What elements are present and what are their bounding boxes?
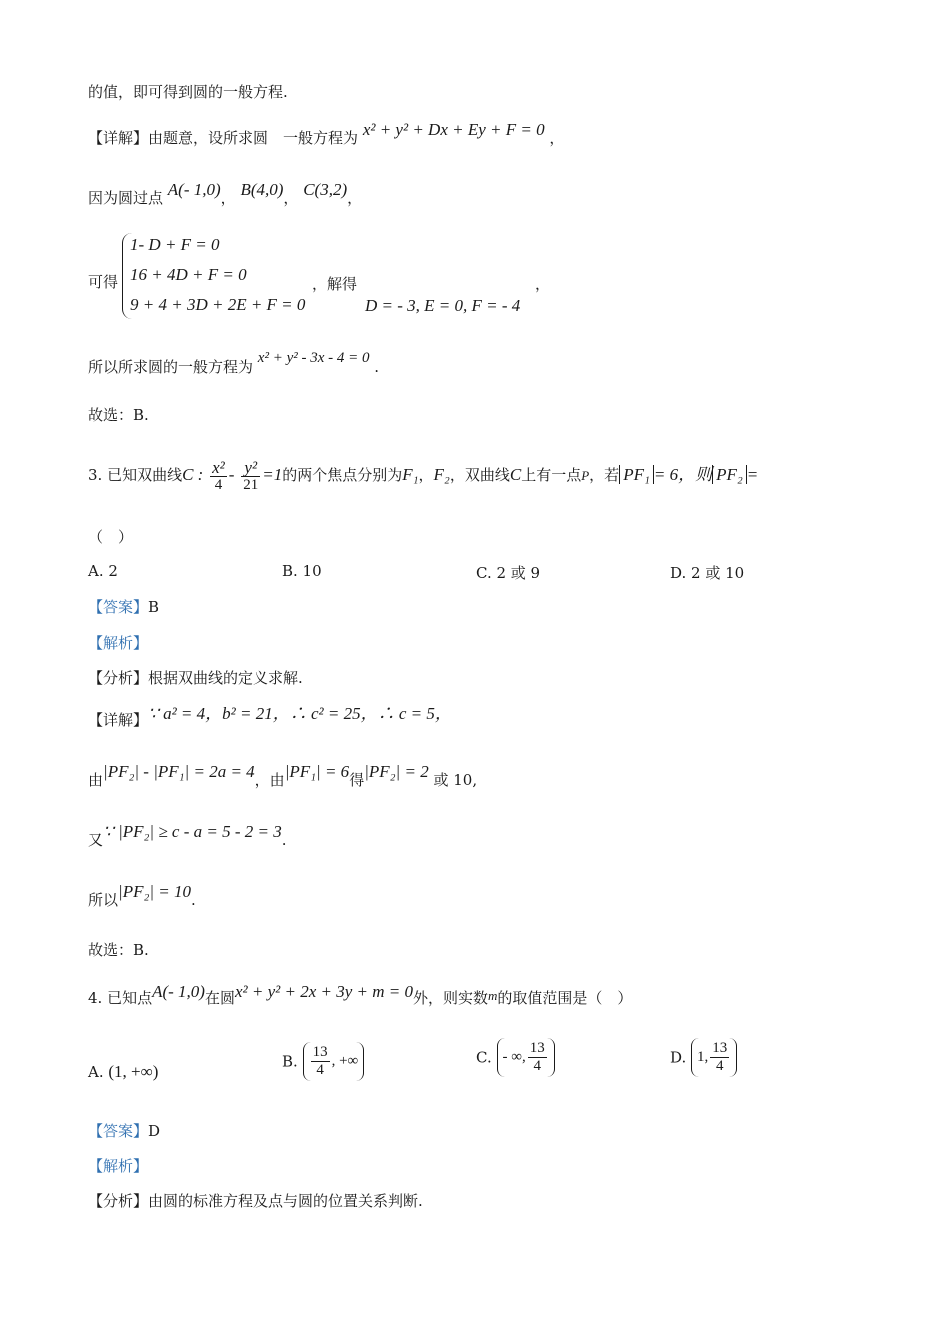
text: ，双曲线 — [449, 466, 510, 484]
text: 的两个焦点分别为 — [282, 466, 403, 484]
text: . — [374, 358, 380, 376]
math-equation: x² + y² - 3x - 4 = 0 — [257, 350, 370, 366]
answer-line — [88, 597, 159, 617]
system-eq-2: 16 + 4D + F = 0 — [130, 265, 247, 284]
question-4 — [88, 982, 633, 1009]
text: 得 — [349, 771, 365, 789]
math-equation: x² + y² + Dx + Ey + F = 0 — [362, 120, 545, 139]
math-op: - — [228, 465, 235, 484]
text-line: 的值，即可得到圆的一般方程. — [88, 83, 288, 101]
frac-num: 13 — [712, 1040, 728, 1056]
solution: D = - 3, E = 0, F = - 4 — [365, 296, 521, 315]
text: 因为圆过点 — [88, 189, 164, 207]
detail-tag: 【详解】 — [88, 129, 149, 147]
text: = 6，则 — [653, 465, 713, 484]
choice-line: 故选：B. — [88, 941, 149, 959]
interval-tail: , +∞ — [331, 1053, 359, 1069]
text: ，解得 — [312, 275, 358, 293]
text: 可得 — [88, 273, 119, 291]
text: ，若 — [589, 466, 620, 484]
detail-tag: 【详解】 — [88, 711, 149, 729]
frac-num: 13 — [529, 1040, 545, 1056]
math-equation: |PF₂| - |PF₁| = 2a = 4 — [103, 762, 255, 781]
detail-line — [88, 762, 478, 790]
option-label: B. — [282, 1052, 298, 1071]
text: 由圆的标准方程及点与圆的位置关系判断. — [148, 1192, 423, 1210]
analysis-tag-line — [88, 633, 148, 653]
point-c: C(3,2) — [303, 180, 348, 199]
detail-line — [88, 120, 565, 148]
point-a: A(- 1,0) — [167, 180, 221, 199]
text: 4. 已知点 — [88, 989, 153, 1007]
math-equation: ∵ a² = 4，b² = 21，∴ c² = 25，∴ c = 5， — [148, 704, 452, 723]
text-line: 因为圆过点 A(- 1,0)， B(4,0)， C(3,2)， — [88, 180, 363, 207]
math-equation: |PF₁| = 6 — [284, 762, 350, 781]
text: 所以 — [88, 891, 119, 909]
text: . — [191, 891, 196, 909]
frac-den: 4 — [533, 1058, 541, 1074]
analysis-tag: 【解析】 — [88, 634, 149, 652]
analysis-tag: 【解析】 — [88, 1157, 149, 1175]
option-d — [670, 1038, 737, 1077]
frac-den: 4 — [716, 1058, 724, 1074]
text-line — [88, 350, 380, 378]
answer: B — [148, 598, 160, 616]
interval-head: - ∞, — [502, 1049, 526, 1065]
point-b: B(4,0) — [240, 180, 284, 199]
text: 上有一点 — [521, 466, 582, 484]
paren-blank: （ ） — [88, 528, 134, 546]
math-var: m — [488, 988, 498, 1003]
option-label: C. — [476, 1048, 492, 1067]
text: 根据双曲线的定义求解. — [148, 669, 303, 687]
frac-num: 13 — [312, 1044, 328, 1060]
frac-den: 4 — [214, 476, 223, 493]
text: 所以所求圆的一般方程为 — [88, 358, 254, 376]
text-line — [88, 272, 118, 292]
math-equation: x² + y² + 2x + 3y + m = 0 — [234, 982, 413, 1001]
text: 3. 已知双曲线 — [88, 466, 183, 484]
text: 外，则实数 — [413, 989, 489, 1007]
analysis-line — [88, 668, 303, 688]
system-eq-3: 9 + 4 + 3D + 2E + F = 0 — [130, 295, 306, 314]
system-eq-1: 1- D + F = 0 — [130, 235, 220, 254]
text: ，由 — [254, 771, 285, 789]
option-b: B. 10 — [282, 562, 322, 580]
analysis-tag: 【分析】 — [88, 1192, 149, 1210]
option-a: A. 2 — [88, 562, 118, 580]
answer-tag: 【答案】 — [88, 1122, 149, 1140]
math-var: C — [509, 465, 522, 484]
answer-line — [88, 1121, 160, 1141]
math-equation: |PF₂| = 10 — [118, 882, 192, 901]
answer-tag: 【答案】 — [88, 598, 149, 616]
detail-line — [88, 704, 452, 730]
option-label: D. — [670, 1048, 687, 1067]
detail-line — [88, 822, 287, 850]
abs-value: PF₂ — [712, 465, 747, 484]
interval — [497, 1038, 555, 1077]
choice-line: 故选：B. — [88, 406, 149, 424]
analysis-tag-line — [88, 1156, 148, 1176]
option-b — [282, 1042, 364, 1081]
fraction — [241, 459, 260, 494]
math-var: A(- 1,0) — [152, 982, 205, 1001]
option-a — [88, 1062, 158, 1082]
frac-num: x² — [212, 457, 225, 477]
interval — [691, 1038, 737, 1077]
math-var: F₁ — [402, 465, 419, 484]
fraction — [210, 459, 227, 494]
math-op: =1 — [262, 465, 283, 484]
text: 又 — [88, 831, 104, 849]
text: 的取值范围是（ ） — [497, 989, 633, 1007]
math-var: C : — [182, 465, 204, 484]
option-label: A. — [88, 1063, 104, 1081]
text: 由题意，设所求圆 一般方程为 — [148, 129, 359, 147]
text: . — [281, 831, 287, 849]
answer: D — [148, 1122, 161, 1140]
frac-den: 21 — [243, 476, 259, 493]
text: ， — [549, 129, 565, 147]
math-equation: |PF₂| = 2 — [364, 762, 429, 781]
option-c: C. 2 或 9 — [476, 564, 541, 582]
text: 由 — [88, 771, 104, 789]
interval-head: 1, — [697, 1049, 709, 1065]
detail-line — [88, 882, 196, 910]
text: 或 10, — [433, 771, 478, 789]
text: ， — [535, 275, 551, 293]
abs-value: PF₁ — [619, 465, 654, 484]
option-c — [476, 1038, 555, 1077]
frac-num: y² — [241, 459, 260, 477]
analysis-line — [88, 1191, 423, 1211]
text: 在圆 — [204, 989, 235, 1007]
math-op: = — [746, 465, 759, 484]
math-equation: ∵ |PF₂| ≥ c - a = 5 - 2 = 3 — [103, 822, 282, 841]
frac-den: 4 — [316, 1062, 324, 1078]
interval — [303, 1042, 365, 1081]
math-var: F₂ — [433, 465, 450, 484]
math-var: P — [581, 468, 590, 483]
option-d: D. 2 或 10 — [670, 564, 745, 582]
interval: (1, +∞) — [108, 1062, 159, 1081]
question-3: 3. 已知双曲线C : $\frac{\text{x²}}{4}$ - $\frac{\text{y²}}{21}$ =1的两个焦点分别为F₁，F₂，双曲线C上有一点P，若 PF₁ = 6，则 PF₂ = — [88, 457, 759, 493]
analysis-tag: 【分析】 — [88, 669, 149, 687]
